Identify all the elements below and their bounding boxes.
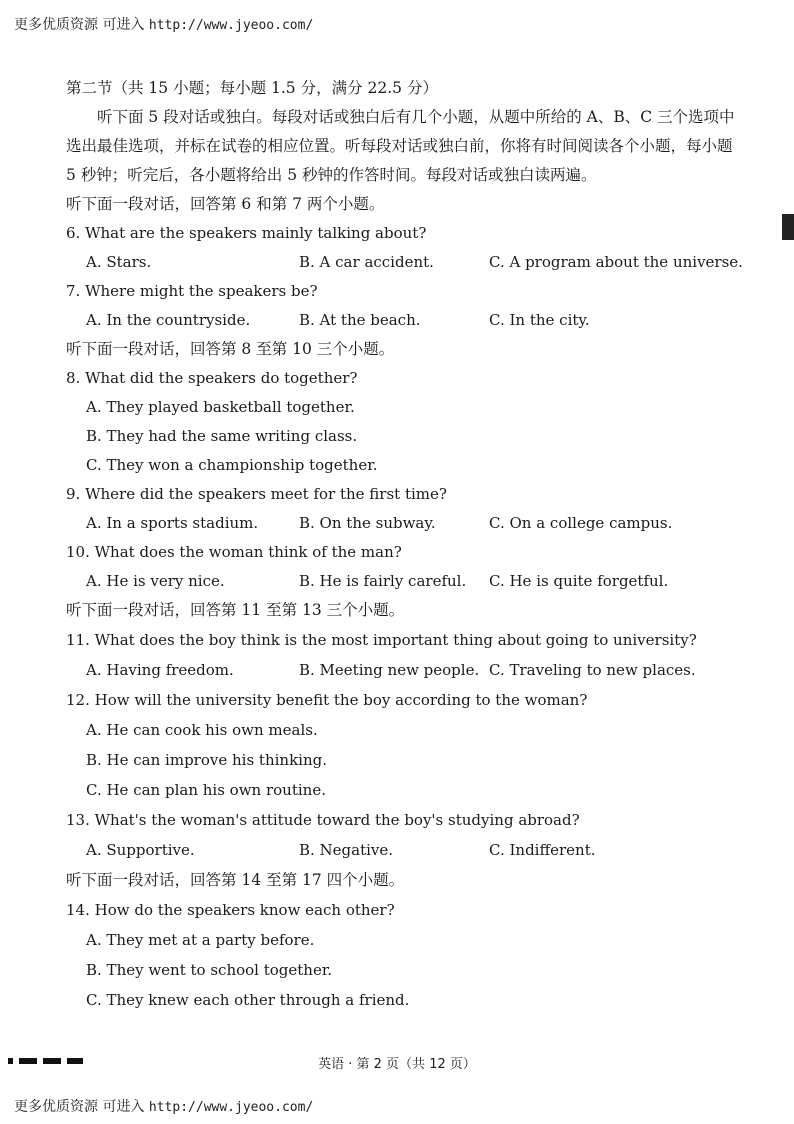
option-a[interactable]: A. They met at a party before.: [86, 931, 315, 949]
question-text: 12. How will the university benefit the boy according to the woman?: [66, 691, 588, 709]
group-intro: 听下面一段对话，回答第 14 至第 17 四个小题。: [66, 871, 405, 889]
question-text: 14. How do the speakers know each other?: [66, 901, 395, 919]
top-banner: [14, 14, 313, 34]
option-b[interactable]: B. They had the same writing class.: [86, 427, 358, 445]
banner-link[interactable]: http://www.jyeoo.com/: [148, 1100, 314, 1115]
option-a[interactable]: A. Stars.: [86, 253, 152, 271]
option-a[interactable]: A. Having freedom.: [86, 661, 234, 679]
option-b[interactable]: B. At the beach.: [299, 311, 421, 329]
banner-text: 更多优质资源 可进入: [14, 1099, 145, 1115]
option-b[interactable]: B. Meeting new people.: [299, 661, 480, 679]
option-b[interactable]: B. On the subway.: [299, 514, 436, 532]
question-text: 10. What does the woman think of the man?: [66, 543, 402, 561]
option-c[interactable]: C. Indifferent.: [489, 841, 596, 859]
option-a[interactable]: A. Supportive.: [86, 841, 195, 859]
bottom-banner: [14, 1096, 313, 1116]
options-row: [66, 306, 746, 335]
option-c[interactable]: C. A program about the universe.: [489, 253, 743, 271]
options-row: [66, 509, 746, 538]
option-a[interactable]: A. He is very nice.: [86, 572, 225, 590]
option-c[interactable]: C. Traveling to new places.: [489, 661, 696, 679]
group-intro: 听下面一段对话，回答第 6 和第 7 两个小题。: [66, 195, 385, 213]
option-b[interactable]: B. They went to school together.: [86, 961, 333, 979]
banner-link[interactable]: http://www.jyeoo.com/: [148, 18, 314, 33]
option-c[interactable]: C. In the city.: [489, 311, 590, 329]
group-intro: 听下面一段对话，回答第 11 至第 13 三个小题。: [66, 601, 405, 619]
option-c[interactable]: C. On a college campus.: [489, 514, 673, 532]
page-footer: 英语 · 第 2 页（共 12 页）: [318, 1057, 476, 1072]
question-text: 8. What did the speakers do together?: [66, 369, 358, 387]
option-c[interactable]: C. They won a championship together.: [86, 456, 378, 474]
option-a[interactable]: A. They played basketball together.: [86, 398, 355, 416]
option-c[interactable]: C. He is quite forgetful.: [489, 572, 669, 590]
option-a[interactable]: A. In a sports stadium.: [86, 514, 259, 532]
option-b[interactable]: B. He is fairly careful.: [299, 572, 467, 590]
option-b[interactable]: B. Negative.: [299, 841, 394, 859]
section-instructions: 听下面 5 段对话或独白。每段对话或独白后有几个小题，从题中所给的 A、B、C 三个选项中选出最佳选项，并标在试卷的相应位置。听每段对话或独白前，你将有时间阅读各个小题，每小题 5 秒钟；听完后，各小题将给出 5 秒钟的作答时间。每段对话或独白读两遍。: [66, 108, 735, 184]
option-b[interactable]: B. A car accident.: [299, 253, 434, 271]
options-row: [66, 835, 746, 865]
group-intro: 听下面一段对话，回答第 8 至第 10 三个小题。: [66, 340, 395, 358]
side-edge-mark: [782, 214, 794, 240]
question-text: 11. What does the boy think is the most important thing about going to university?: [66, 631, 697, 649]
options-row: [66, 248, 746, 277]
banner-text: 更多优质资源 可进入: [14, 17, 145, 33]
option-a[interactable]: A. In the countryside.: [86, 311, 251, 329]
option-b[interactable]: B. He can improve his thinking.: [86, 751, 327, 769]
question-text: 6. What are the speakers mainly talking about?: [66, 224, 427, 242]
section-title: 第二节（共 15 小题；每小题 1.5 分，满分 22.5 分）: [66, 79, 438, 97]
option-a[interactable]: A. He can cook his own meals.: [86, 721, 318, 739]
question-text: 13. What's the woman's attitude toward the boy's studying abroad?: [66, 811, 580, 829]
option-c[interactable]: C. He can plan his own routine.: [86, 781, 326, 799]
exam-page: [66, 74, 746, 1015]
question-text: 7. Where might the speakers be?: [66, 282, 318, 300]
question-text: 9. Where did the speakers meet for the first time?: [66, 485, 447, 503]
options-row: [66, 567, 746, 596]
option-c[interactable]: C. They knew each other through a friend.: [86, 991, 410, 1009]
options-row: [66, 655, 746, 685]
